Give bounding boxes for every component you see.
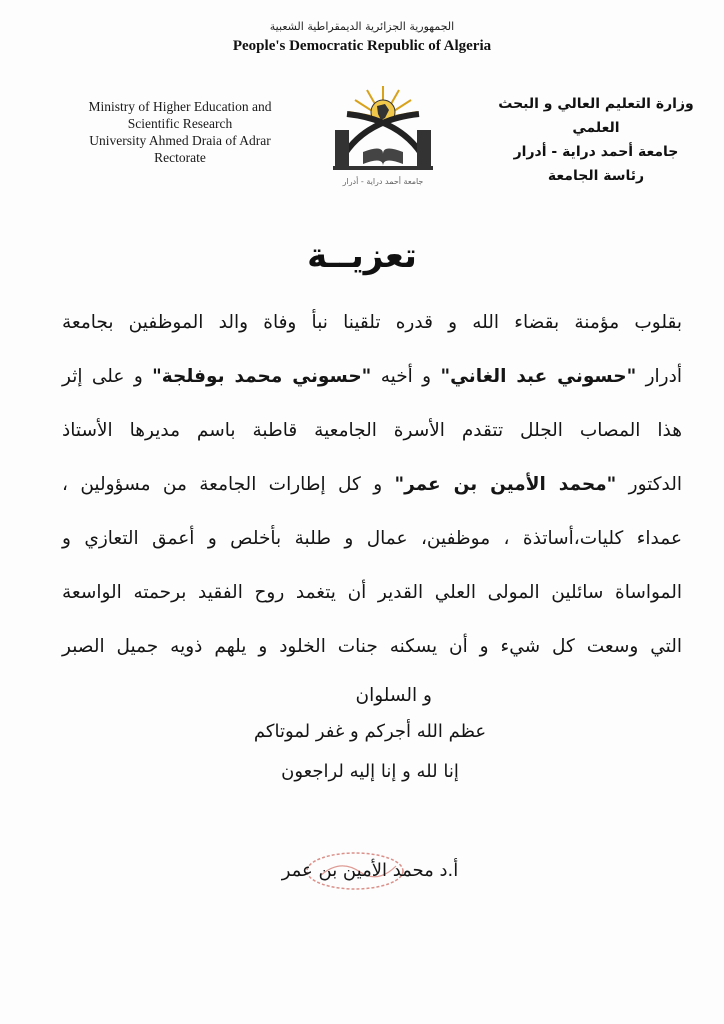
- english-country-name: People's Democratic Republic of Algeria: [232, 38, 492, 54]
- condolence-body: [62, 296, 682, 718]
- body-line-2-part-c: و على إثر: [62, 366, 153, 387]
- arabic-rectorate-line: رئاسة الجامعة: [547, 168, 645, 184]
- arabic-institution-block: [496, 92, 696, 188]
- body-line-1: بقلوب مؤمنة بقضاء الله و قدره تلقينا نبأ وفاة والد الموظفين بجامعة: [62, 312, 682, 333]
- deceased-son-name-1: "حسوني عبد الغاني": [440, 366, 637, 387]
- english-institution-block: [60, 98, 300, 166]
- body-line-2: [62, 350, 682, 404]
- deceased-son-name-2: "حسوني محمد بوفلجة": [152, 366, 372, 387]
- body-line-5: عمداء كليات،أساتذة ، موظفين، عمال و طلبة بأخلص و أعمق التعازي و: [62, 528, 682, 549]
- body-line-3: هذا المصاب الجلل تتقدم الأسرة الجامعية قاطبة باسم مديرها الأستاذ: [62, 420, 682, 441]
- rector-name: "محمد الأمين بن عمر": [394, 474, 617, 495]
- body-line-4-part-b: و كل إطارات الجامعة من مسؤولين ،: [62, 474, 395, 495]
- closing-line-2: إنا لله و إنا إليه لراجعون: [281, 761, 459, 782]
- signature-name: أ.د محمد الأمين بن عمر: [281, 860, 459, 881]
- logo-caption: جامعة أحمد دراية - أدرار: [342, 177, 424, 186]
- arabic-ministry-line: وزارة التعليم العالي و البحث العلمي: [498, 96, 694, 136]
- body-line-2-part-a: أدرار: [636, 366, 682, 387]
- closing-line-1: عظم الله أجركم و غفر لموتاكم: [253, 721, 487, 742]
- university-logo: [323, 80, 443, 190]
- body-line-4-part-a: الدكتور: [616, 474, 683, 495]
- english-ministry-line-2: Scientific Research: [127, 116, 233, 131]
- english-ministry-line-1: Ministry of Higher Education and: [88, 99, 272, 114]
- closing-prayer: [240, 712, 500, 792]
- body-line-8: و السلوان: [355, 685, 432, 706]
- english-rectorate-line: Rectorate: [154, 150, 206, 165]
- body-line-4: [62, 458, 682, 512]
- arabic-university-line: جامعة أحمد دراية - أدرار: [513, 144, 679, 160]
- english-university-line: University Ahmed Draia of Adrar: [89, 133, 271, 148]
- body-line-6: المواساة سائلين المولى العلي القدير أن يتغمد روح الفقيد برحمته الواسعة: [62, 582, 682, 603]
- body-line-7: التي وسعت كل شيء و أن يسكنه جنات الخلود و يلهم ذويه جميل الصبر: [62, 636, 682, 657]
- body-line-2-part-b: و أخيه: [371, 366, 441, 387]
- condolence-title: تعزيــة: [307, 236, 417, 276]
- arabic-country-name: الجمهورية الجزائرية الديمقراطية الشعبية: [269, 20, 455, 33]
